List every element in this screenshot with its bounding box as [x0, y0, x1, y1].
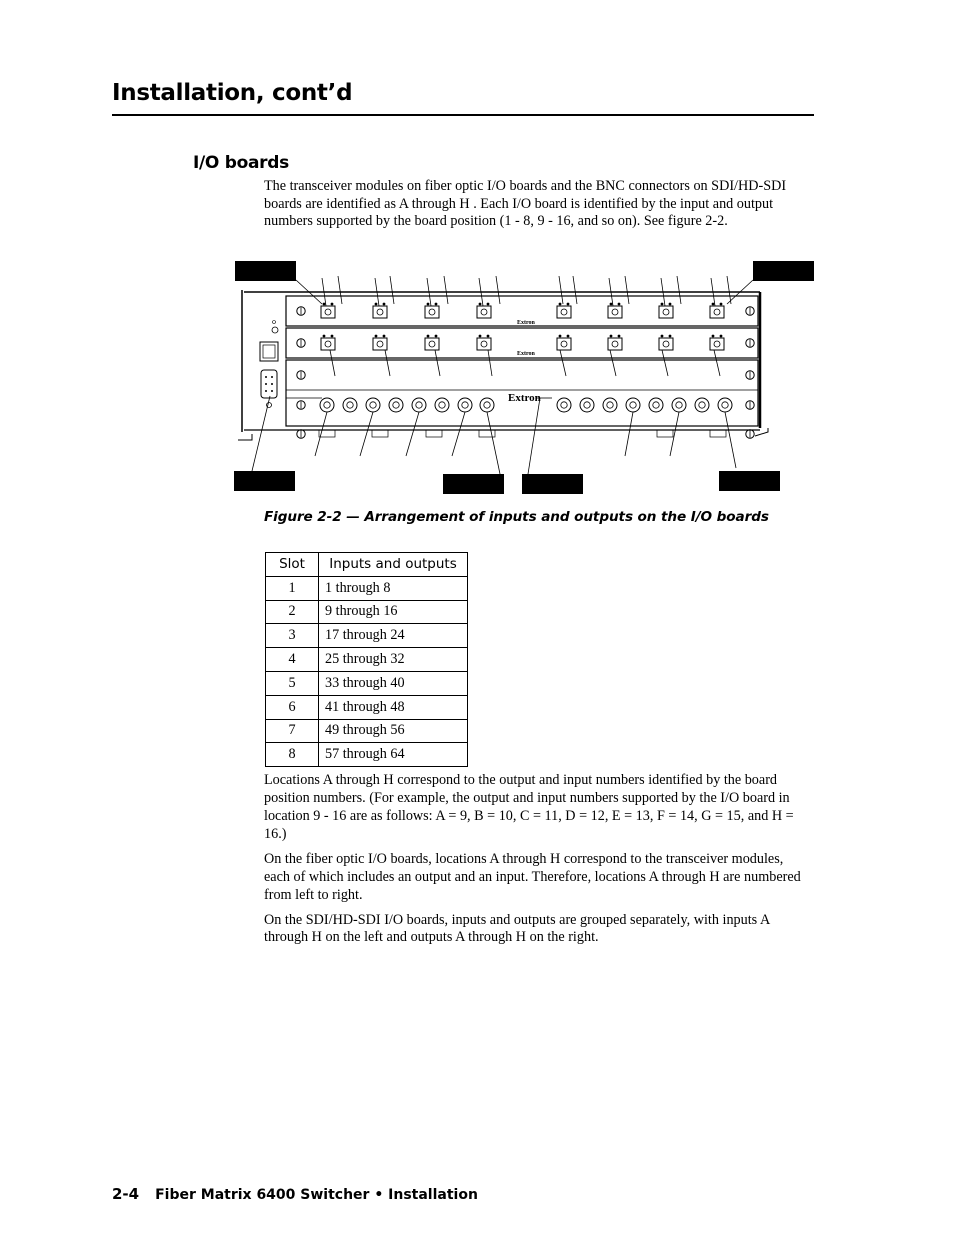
callout-box: [443, 474, 504, 494]
fiber-connector-icon: [663, 309, 669, 315]
bnc-center: [676, 402, 682, 408]
led-indicator: [618, 303, 621, 306]
page-footer: [112, 1185, 478, 1203]
fiber-connector-icon: [561, 309, 567, 315]
led-indicator: [487, 303, 490, 306]
callout-leader: [488, 350, 492, 376]
callout-leader: [625, 276, 629, 304]
header-rule: [112, 114, 814, 116]
page-header-title: Installation, cont’d: [112, 80, 353, 106]
callout-leader: [670, 412, 679, 456]
body-paragraph: On the fiber optic I/O boards, locations A through H correspond to the transceiver modules, each of which includes an output and an input. Therefore, locations A through H are numbered from left to right.: [264, 851, 801, 903]
led-indicator: [661, 303, 664, 306]
led-indicator: [618, 335, 621, 338]
table-header-io: Inputs and outputs: [319, 553, 468, 577]
range-cell: 1 through 8: [319, 576, 468, 600]
callout-leader: [338, 276, 342, 304]
bnc-connector-icon: [626, 398, 640, 412]
bnc-center: [699, 402, 705, 408]
fiber-connector-icon: [377, 309, 383, 315]
led-indicator: [720, 335, 723, 338]
callout-leader: [406, 412, 419, 456]
slot-cell: 2: [266, 600, 319, 624]
transceiver-port: [659, 338, 673, 350]
slot-cell: 7: [266, 719, 319, 743]
fiber-connector-icon: [429, 341, 435, 347]
fiber-connector-icon: [325, 309, 331, 315]
transceiver-port: [710, 338, 724, 350]
slot-cell: 4: [266, 648, 319, 672]
bnc-connector-icon: [435, 398, 449, 412]
module-label-plate: [710, 430, 726, 437]
range-cell: 57 through 64: [319, 743, 468, 767]
slot-table: [265, 552, 468, 767]
bnc-center: [584, 402, 590, 408]
intro-paragraph: The transceiver modules on fiber optic I/O boards and the BNC connectors on SDI/HD-SDI boards are identified as A through H . Each I/O board is identified by the input and output numbers supported by the board position (1 - 8, 9 - 16, and so on). See figure 2-2.: [264, 178, 787, 230]
callout-leader: [560, 350, 566, 376]
led-indicator: [375, 303, 378, 306]
bnc-connector-icon: [366, 398, 380, 412]
led-indicator: [383, 303, 386, 306]
bnc-connector-icon: [389, 398, 403, 412]
callout-leader: [528, 398, 540, 474]
table-row: [266, 648, 468, 672]
callout-leader: [573, 276, 577, 304]
fiber-connector-icon: [481, 341, 487, 347]
section-heading: I/O boards: [193, 153, 289, 173]
callout-leader: [315, 412, 327, 456]
bnc-center: [561, 402, 567, 408]
led-indicator: [375, 335, 378, 338]
transceiver-port: [608, 306, 622, 318]
callout-leader: [444, 276, 448, 304]
callout-leader: [714, 350, 720, 376]
transceiver-port: [557, 306, 571, 318]
table-header-row: [266, 553, 468, 577]
led-indicator: [559, 335, 562, 338]
bnc-center: [722, 402, 728, 408]
bnc-center: [347, 402, 353, 408]
fiber-connector-icon: [429, 309, 435, 315]
bnc-connector-icon: [649, 398, 663, 412]
led-indicator: [661, 335, 664, 338]
transceiver-port: [477, 306, 491, 318]
slot-cell: 1: [266, 576, 319, 600]
led-indicator: [559, 303, 562, 306]
led-indicator: [323, 303, 326, 306]
bnc-connector-icon: [412, 398, 426, 412]
fiber-connector-icon: [612, 309, 618, 315]
footer-text: Fiber Matrix 6400 Switcher • Installation: [155, 1187, 478, 1203]
transceiver-port: [425, 306, 439, 318]
transceiver-port: [321, 338, 335, 350]
board-label: Extron: [508, 392, 541, 404]
led-indicator: [427, 303, 430, 306]
led-indicator: [669, 303, 672, 306]
led-indicator: [610, 335, 613, 338]
table-row: [266, 600, 468, 624]
fiber-connector-icon: [325, 341, 331, 347]
range-cell: 9 through 16: [319, 600, 468, 624]
fiber-connector-icon: [481, 309, 487, 315]
fiber-connector-icon: [663, 341, 669, 347]
callout-leader: [390, 276, 394, 304]
fiber-connector-icon: [714, 341, 720, 347]
module-label-plate: [657, 430, 673, 437]
callout-leader: [360, 412, 373, 456]
callout-leader: [385, 350, 390, 376]
bnc-connector-icon: [557, 398, 571, 412]
page-number: 2-4: [112, 1185, 140, 1203]
led-indicator: [479, 303, 482, 306]
callout-leader: [559, 276, 563, 304]
table-row: [266, 743, 468, 767]
body-paragraph: On the SDI/HD-SDI I/O boards, inputs and outputs are grouped separately, with inputs A through H on the left and outputs A through H on the right.: [264, 912, 770, 945]
callout-box: [753, 261, 814, 281]
fiber-connector-icon: [561, 341, 567, 347]
bnc-center: [324, 402, 330, 408]
led-indicator: [712, 303, 715, 306]
led-indicator: [669, 335, 672, 338]
range-cell: 41 through 48: [319, 695, 468, 719]
bnc-center: [630, 402, 636, 408]
led-indicator: [610, 303, 613, 306]
callout-box: [522, 474, 583, 494]
callout-box: [235, 261, 296, 281]
led-indicator: [427, 335, 430, 338]
callout-box: [719, 471, 780, 491]
module-label-plate: [479, 430, 495, 437]
callout-leader: [330, 350, 335, 376]
led-indicator: [331, 303, 334, 306]
bnc-connector-icon: [603, 398, 617, 412]
bnc-connector-icon: [320, 398, 334, 412]
table-row: [266, 695, 468, 719]
module-label-plate: [426, 430, 442, 437]
table-row: [266, 624, 468, 648]
bnc-center: [370, 402, 376, 408]
body-paragraph: Locations A through H correspond to the output and input numbers identified by the board position numbers. (For example, the output and input numbers supported by the I/O board in location 9 - 16 are as follows: A = 9, B = 10, C = 11, D = 12, E = 13, F = 14, G = 15, and H = 16.): [264, 772, 794, 842]
callout-leader: [452, 412, 465, 456]
range-cell: 17 through 24: [319, 624, 468, 648]
led-indicator: [383, 335, 386, 338]
io-boards-figure: [230, 258, 820, 498]
callout-leader: [496, 276, 500, 304]
led-indicator: [435, 335, 438, 338]
bnc-connector-icon: [343, 398, 357, 412]
led-indicator: [323, 335, 326, 338]
bnc-center: [439, 402, 445, 408]
table-row: [266, 719, 468, 743]
bnc-center: [653, 402, 659, 408]
callout-leader: [677, 276, 681, 304]
led-indicator: [487, 335, 490, 338]
transceiver-port: [425, 338, 439, 350]
led-indicator: [479, 335, 482, 338]
transceiver-port: [710, 306, 724, 318]
led-indicator: [567, 303, 570, 306]
table-row: [266, 576, 468, 600]
callout-leader: [662, 350, 668, 376]
callout-box: [234, 471, 295, 491]
bnc-connector-icon: [672, 398, 686, 412]
slot-cell: 5: [266, 671, 319, 695]
fiber-connector-icon: [612, 341, 618, 347]
callout-leader: [727, 276, 731, 304]
bnc-center: [607, 402, 613, 408]
figure-caption: Figure 2-2 — Arrangement of inputs and outputs on the I/O boards: [264, 509, 769, 525]
led-indicator: [712, 335, 715, 338]
bnc-connector-icon: [458, 398, 472, 412]
board-label: Extron: [517, 320, 535, 326]
callout-leader: [725, 412, 736, 468]
table-row: [266, 671, 468, 695]
board-label: Extron: [517, 351, 535, 357]
bnc-center: [484, 402, 490, 408]
callout-leader: [625, 412, 633, 456]
transceiver-port: [477, 338, 491, 350]
callout-leader: [435, 350, 440, 376]
bnc-center: [393, 402, 399, 408]
led-indicator: [720, 303, 723, 306]
slot-cell: 6: [266, 695, 319, 719]
bnc-connector-icon: [580, 398, 594, 412]
module-label-plate: [372, 430, 388, 437]
bnc-connector-icon: [480, 398, 494, 412]
switcher-rear-panel: [234, 261, 814, 494]
slot-cell: 3: [266, 624, 319, 648]
transceiver-port: [659, 306, 673, 318]
transceiver-port: [608, 338, 622, 350]
callout-leader: [252, 396, 270, 471]
transceiver-port: [373, 306, 387, 318]
led-indicator: [331, 335, 334, 338]
fiber-connector-icon: [714, 309, 720, 315]
bnc-connector-icon: [695, 398, 709, 412]
table-header-slot: Slot: [266, 553, 319, 577]
range-cell: 49 through 56: [319, 719, 468, 743]
slot-cell: 8: [266, 743, 319, 767]
transceiver-port: [557, 338, 571, 350]
transceiver-port: [321, 306, 335, 318]
range-cell: 25 through 32: [319, 648, 468, 672]
callout-leader: [610, 350, 616, 376]
callout-leader: [487, 412, 500, 474]
led-indicator: [567, 335, 570, 338]
transceiver-port: [373, 338, 387, 350]
bnc-connector-icon: [718, 398, 732, 412]
led-indicator: [435, 303, 438, 306]
range-cell: 33 through 40: [319, 671, 468, 695]
bnc-center: [462, 402, 468, 408]
bnc-center: [416, 402, 422, 408]
fiber-connector-icon: [377, 341, 383, 347]
